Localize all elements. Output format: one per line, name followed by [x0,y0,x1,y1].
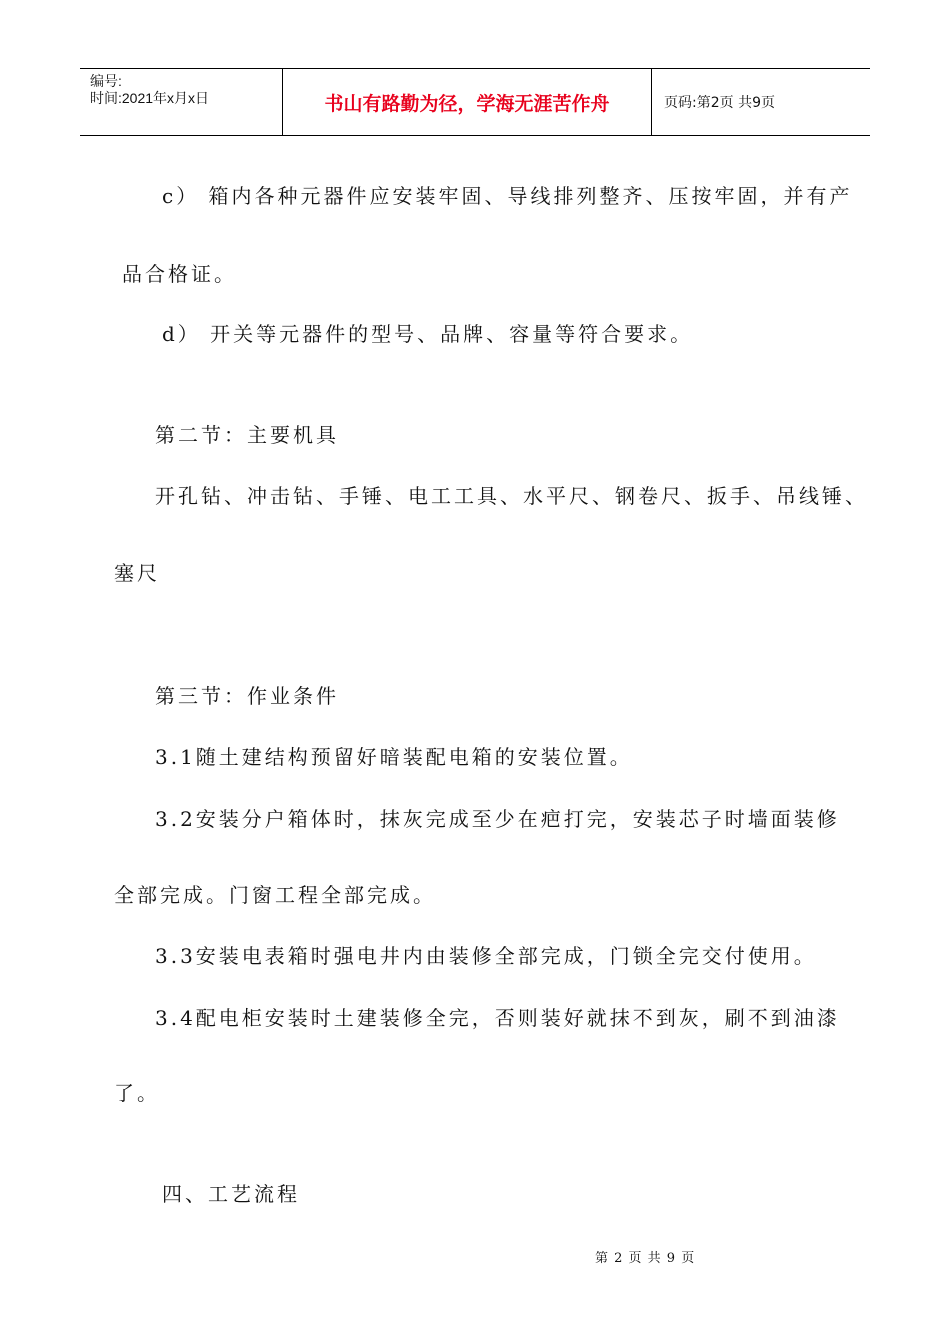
header-left-cell [80,69,282,135]
document-time-label: 时间:2021年x月x日 [90,90,210,106]
document-code-label: 编号: [90,73,122,89]
body-line-3-2-cont: 全部完成。门窗工程全部完成。 [114,883,436,907]
body-line-3-4: 3.4配电柜安装时土建装修全完，否则装好就抹不到灰，刷不到油漆 [155,1006,840,1030]
section-heading-conditions: 第三节：作业条件 [155,684,339,708]
document-header [80,68,870,136]
body-line-3-3: 3.3安装电表箱时强电井内由装修全部完成，门锁全完交付使用。 [155,944,817,968]
body-line-3-1: 3.1随土建结构预留好暗装配电箱的安装位置。 [155,745,633,769]
page-footer: 第 2 页 共 9 页 [595,1251,696,1266]
header-page-info: 页码:第2页 共9页 [664,95,775,111]
body-line-tools: 开孔钻、冲击钻、手锤、电工工具、水平尺、钢卷尺、扳手、吊线锤、 [155,484,868,508]
section-heading-process: 四、工艺流程 [162,1182,300,1206]
section-heading-tools: 第二节：主要机具 [155,423,339,447]
body-line-c: c） 箱内各种元器件应安装牢固、导线排列整齐、压按牢固，并有产 [162,184,853,208]
body-line-c-cont: 品合格证。 [122,262,237,286]
body-line-3-4-cont: 了。 [114,1081,160,1105]
body-line-tools-cont: 塞尺 [114,561,160,585]
header-motto: 书山有路勤为径，学海无涯苦作舟 [282,69,652,135]
body-line-d: d） 开关等元器件的型号、品牌、容量等符合要求。 [162,322,694,346]
body-line-3-2: 3.2安装分户箱体时，抹灰完成至少在疤打完，安装芯子时墙面装修 [155,807,840,831]
